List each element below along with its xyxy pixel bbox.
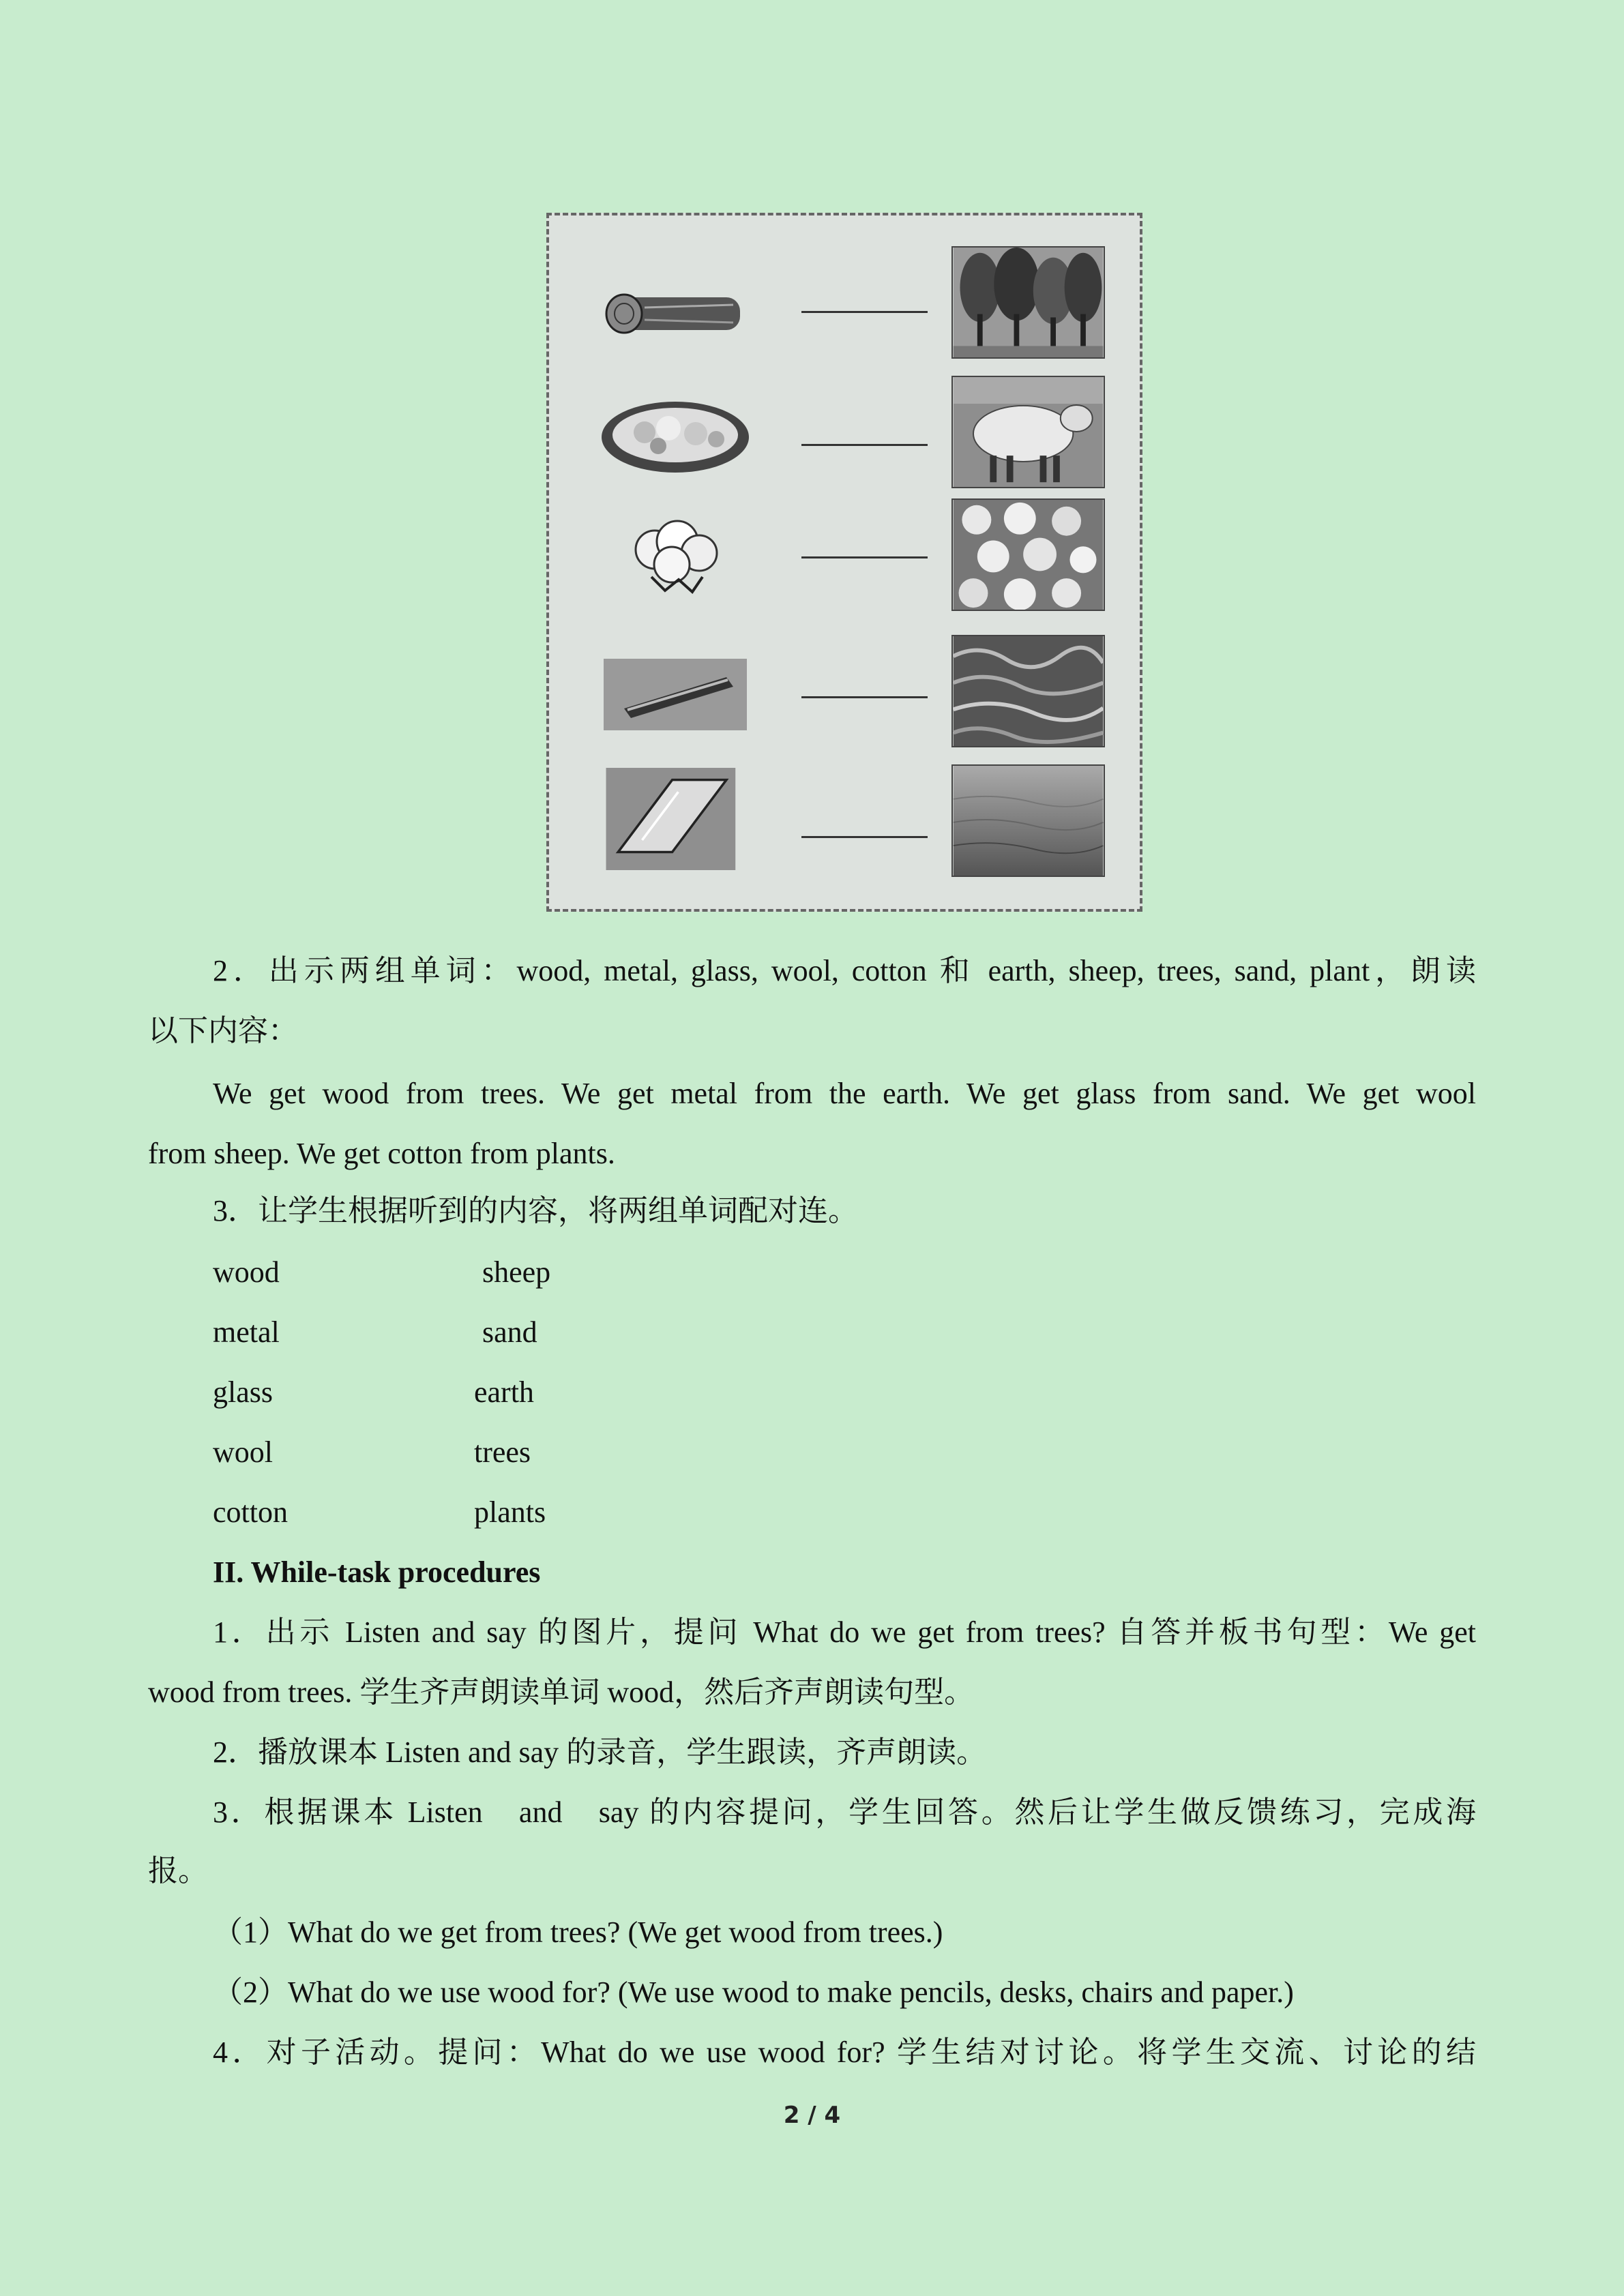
paragraph-line: We get wood from trees. We get metal from the earth. We get glass from sand. We get wool [213, 1077, 1476, 1110]
paragraph-line: 3．根据课本 Listen and say 的内容提问，学生回答。然后让学生做反馈练习，完成海 [213, 1795, 1476, 1829]
pair-right-word: trees [474, 1435, 531, 1469]
pair-left-word: glass [213, 1375, 273, 1409]
figure-row [549, 379, 1140, 481]
page-number: 2 / 4 [783, 2102, 841, 2129]
answer-line [801, 311, 928, 313]
glass-pane-icon [597, 768, 754, 870]
pair-left-word: wool [213, 1435, 273, 1469]
answer-line [801, 556, 928, 558]
paragraph-line: 2．播放课本 Listen and say 的录音，学生跟读，齐声朗读。 [213, 1735, 987, 1769]
answer-line [801, 696, 928, 698]
paragraph-line: 报。 [148, 1854, 208, 1888]
cotton-field-icon [951, 498, 1105, 611]
paragraph-line: 1．出示 Listen and say 的图片，提问 What do we get from trees? 自答并板书句型：We get [213, 1615, 1476, 1649]
paragraph-line: 4．对子活动。提问：What do we use wood for? 学生结对讨论。将学生交流、讨论的结 [213, 2036, 1476, 2069]
wool-icon [597, 386, 754, 488]
question-line: （2）What do we use wood for? (We use wood to make pencils, desks, chairs and paper.) [213, 1976, 1294, 2009]
cotton-icon [597, 509, 754, 611]
sheep-icon [951, 376, 1105, 488]
paragraph-line: from sheep. We get cotton from plants. [148, 1137, 615, 1170]
pair-right-word: plants [474, 1495, 546, 1529]
log-icon [597, 260, 754, 362]
question-line: （1）What do we get from trees? (We get wood from trees.) [213, 1915, 943, 1949]
paragraph-line: 以下内容： [148, 1014, 298, 1047]
pair-right-word: sand [482, 1315, 537, 1349]
section-heading: II. While-task procedures [213, 1555, 541, 1589]
figure-row [549, 246, 1140, 348]
metal-bar-icon [597, 642, 754, 744]
trees-icon [951, 246, 1105, 359]
matching-exercise-figure [546, 213, 1142, 912]
figure-row [549, 509, 1140, 611]
answer-line [801, 836, 928, 838]
pair-right-word: earth [474, 1375, 534, 1409]
earth-icon [951, 635, 1105, 747]
pair-left-word: metal [213, 1315, 280, 1349]
paragraph-line: 2．出示两组单词：wood, metal, glass, wool, cotton 和 earth, sheep, trees, sand, plant，朗读 [213, 954, 1476, 987]
paragraph-line: wood from trees. 学生齐声朗读单词 wood，然后齐声朗读句型。 [148, 1675, 975, 1709]
pair-left-word: wood [213, 1255, 280, 1289]
figure-row [549, 768, 1140, 870]
pair-left-word: cotton [213, 1495, 288, 1529]
answer-line [801, 444, 928, 446]
sand-icon [951, 764, 1105, 877]
pair-right-word: sheep [482, 1255, 551, 1289]
paragraph-line: 3．让学生根据听到的内容，将两组单词配对连。 [213, 1194, 858, 1227]
figure-row [549, 638, 1140, 741]
